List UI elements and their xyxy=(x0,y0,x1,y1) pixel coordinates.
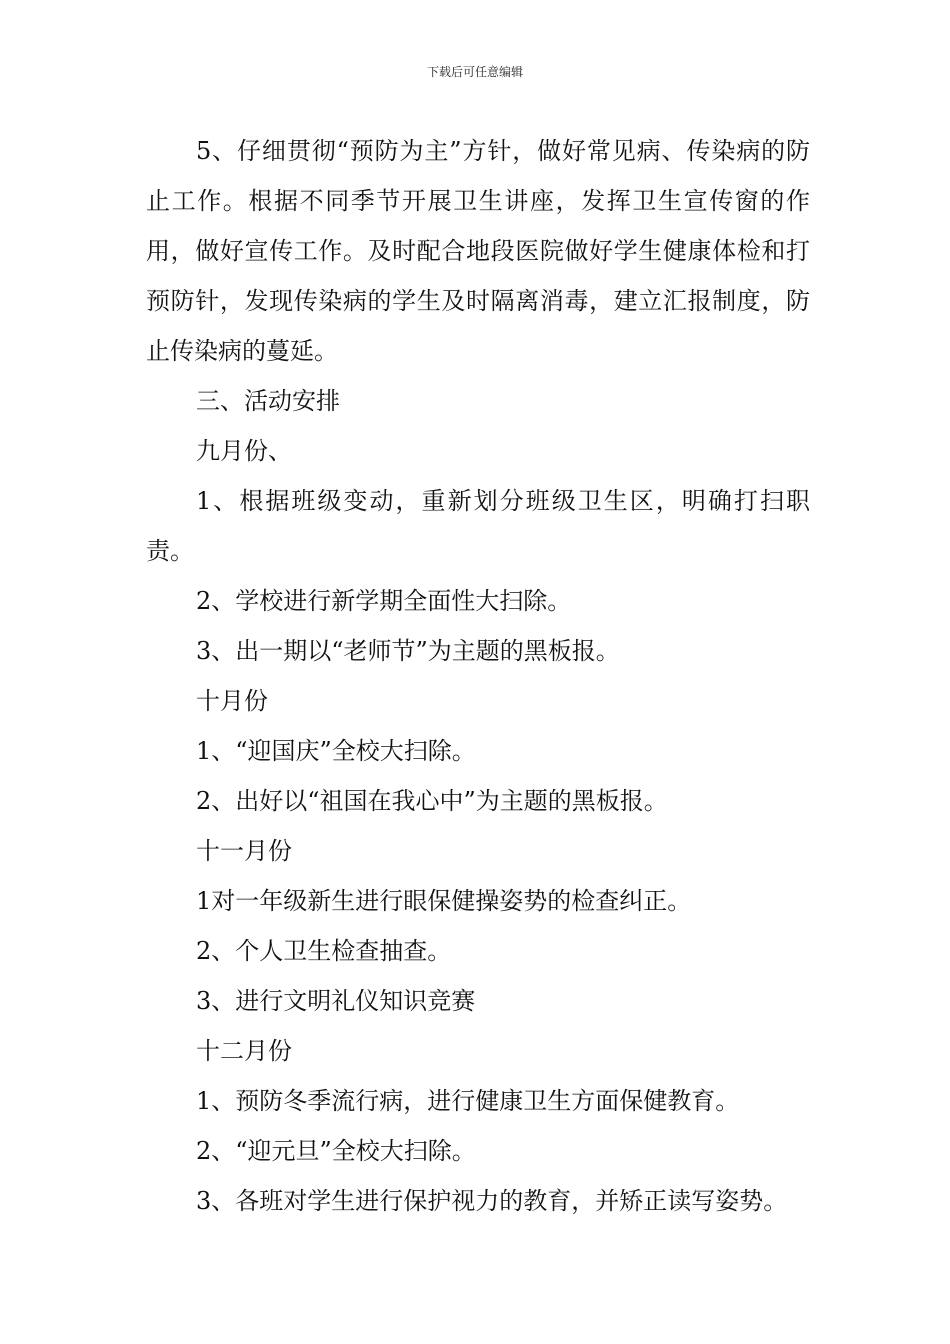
list-item: 2、学校进行新学期全面性大扫除。 xyxy=(196,587,572,615)
month-heading-september: 九月份、 xyxy=(196,437,292,465)
list-item: 3、出一期以“老师节”为主题的黑板报。 xyxy=(196,637,620,665)
month-heading-october: 十月份 xyxy=(196,687,268,715)
list-item: 1、预防冬季流行病，进行健康卫生方面保健教育。 xyxy=(196,1087,740,1115)
document-body xyxy=(146,126,810,1226)
paragraph-item-5-prevention: 5、仔细贯彻“预防为主”方针，做好常见病、传染病的防止工作。根据不同季节开展卫生讲座，发挥卫生宣传窗的作用，做好宣传工作。及时配合地段医院做好学生健康体检和打预防针，发现传染病的学生及时隔离消毒，建立汇报制度，防止传染病的蔓延。 xyxy=(146,137,810,365)
list-item: 3、各班对学生进行保护视力的教育，并矫正读写姿势。 xyxy=(196,1187,788,1215)
page-header: 下载后可任意编辑 xyxy=(426,65,523,79)
list-item: 1对一年级新生进行眼保健操姿势的检查纠正。 xyxy=(196,887,692,915)
list-item: 1、“迎国庆”全校大扫除。 xyxy=(196,737,476,765)
list-item: 3、进行文明礼仪知识竞赛 xyxy=(196,987,476,1015)
month-heading-november: 十一月份 xyxy=(196,837,292,865)
list-item: 2、“迎元旦”全校大扫除。 xyxy=(196,1137,476,1165)
month-heading-december: 十二月份 xyxy=(196,1037,292,1065)
section-heading-activities: 三、活动安排 xyxy=(196,387,340,415)
list-item: 1、根据班级变动，重新划分班级卫生区，明确打扫职责。 xyxy=(146,487,810,565)
list-item: 2、出好以“祖国在我心中”为主题的黑板报。 xyxy=(196,787,668,815)
list-item: 2、个人卫生检查抽查。 xyxy=(196,937,452,965)
